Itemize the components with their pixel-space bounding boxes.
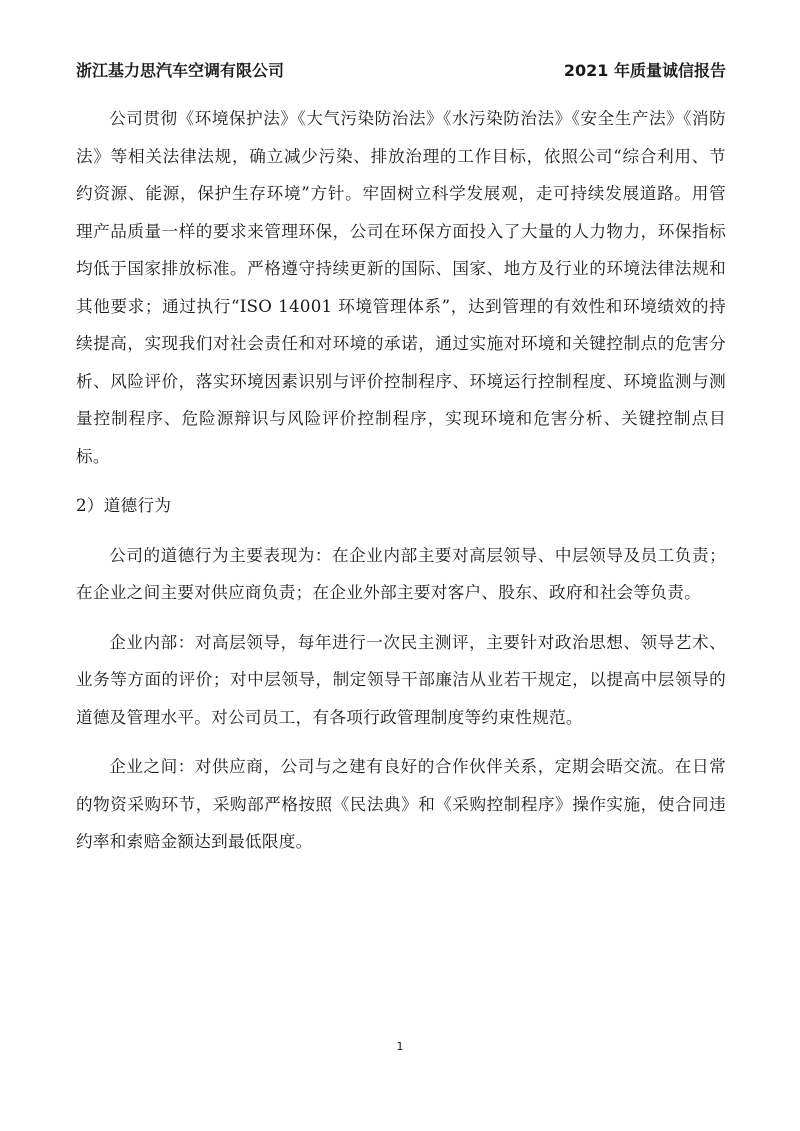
paragraph-ethics-overview: 公司的道德行为主要表现为：在企业内部主要对高层领导、中层领导及员工负责；在企业之间主要对供应商负责；在企业外部主要对客户、股东、政府和社会等负责。 bbox=[76, 545, 726, 602]
paragraph-environment: 公司贯彻《环境保护法》《大气污染防治法》《水污染防治法》《安全生产法》《消防法》等相关法律法规，确立减少污染、排放治理的工作目标，依照公司“综合利用、节约资源、能源，保护生存环境”方针。牢固树立科学发展观，走可持续发展道路。用管理产品质量一样的要求来管理环保，公司在环保方面投入了大量的人力物力，环保指标均低于国家排放标准。严格遵守持续更新的国际、国家、地方及行业的环境法律法规和其他要求；通过执行“ISO 14001 环境管理体系”，达到管理的有效性和环境绩效的持续提高，实现我们对社会责任和对环境的承诺，通过实施对环境和关键控制点的危害分析、风险评价，落实环境因素识别与评价控制程序、环境运行控制程度、环境监测与测量控制程序、危险源辩识与风险评价控制程序，实现环境和危害分析、关键控制点目标。 bbox=[76, 109, 726, 466]
page-number: 1 bbox=[396, 1040, 404, 1053]
spacer bbox=[76, 612, 726, 624]
section-heading-ethics: 2）道德行为 bbox=[76, 496, 172, 515]
header-divider bbox=[76, 84, 726, 85]
spacer bbox=[76, 736, 726, 748]
spacer bbox=[76, 475, 726, 487]
page-header bbox=[76, 58, 726, 82]
spacer bbox=[76, 525, 726, 537]
document-body bbox=[76, 100, 726, 861]
company-name: 浙江基力思汽车空调有限公司 bbox=[76, 61, 285, 80]
paragraph-internal: 企业内部：对高层领导，每年进行一次民主测评，主要针对政治思想、领导艺术、业务等方面的评价；对中层领导，制定领导干部廉洁从业若干规定，以提高中层领导的道德及管理水平。对公司员工，有各项行政管理制度等约束性规范。 bbox=[76, 632, 726, 727]
report-title: 2021 年质量诚信报告 bbox=[563, 61, 726, 80]
paragraph-between-enterprises: 企业之间：对供应商，公司与之建有良好的合作伙伴关系，定期会晤交流。在日常的物资采购环节，采购部严格按照《民法典》和《采购控制程序》操作实施，使合同违约率和索赔金额达到最低限度。 bbox=[76, 757, 726, 851]
